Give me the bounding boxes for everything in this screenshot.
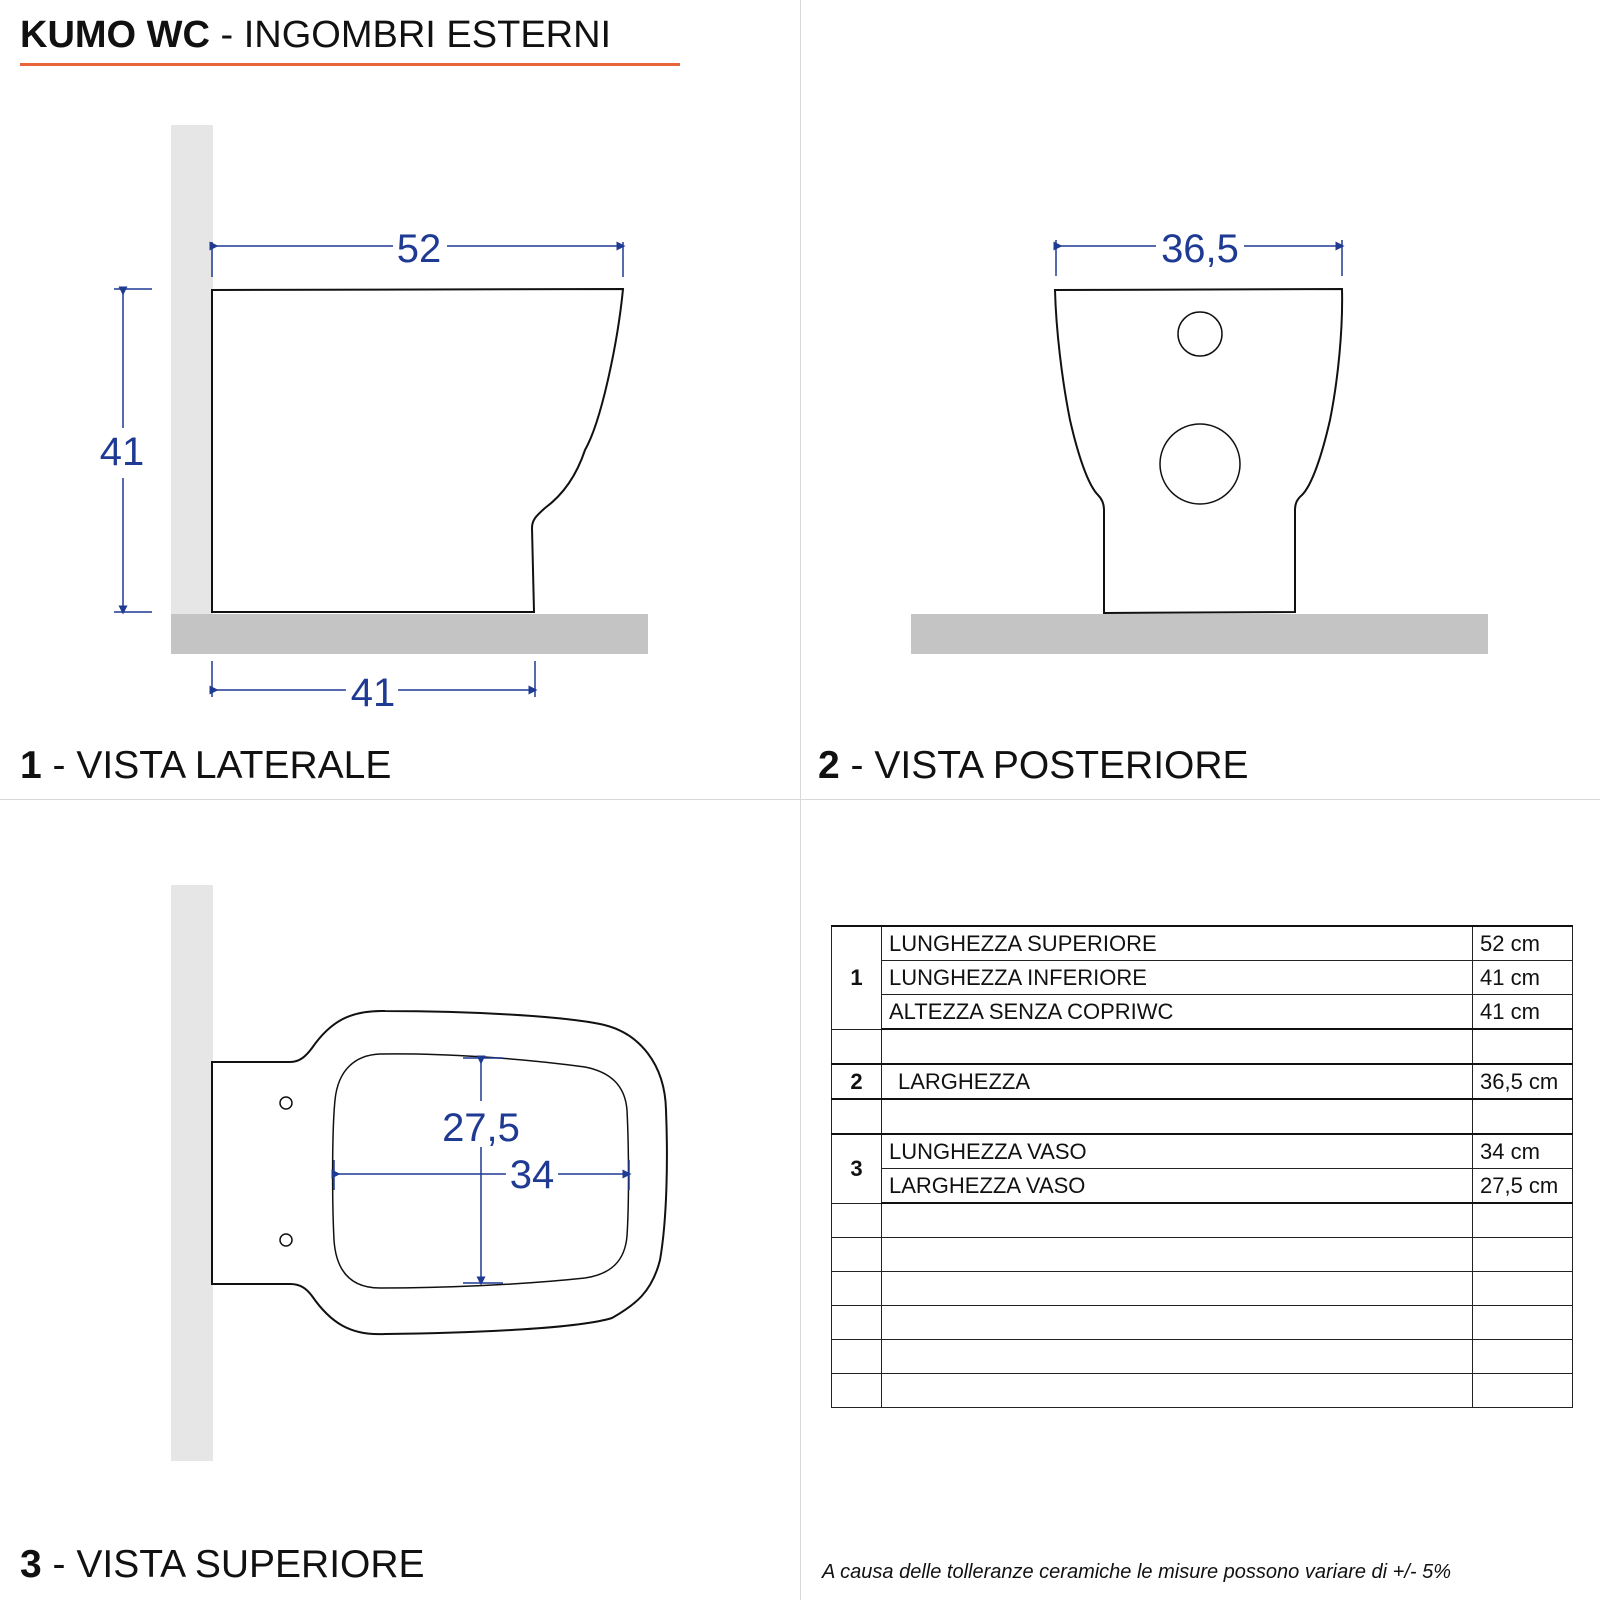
table-row-empty: [832, 1340, 1573, 1374]
table-row: [832, 1134, 1573, 1169]
group-number: 2: [832, 1064, 882, 1099]
row-value: 41 cm: [1473, 995, 1573, 1030]
table-row: [832, 1169, 1573, 1204]
side-top-length-label: 52: [396, 227, 442, 271]
rear-view-drawing: [911, 227, 1488, 654]
side-view-drawing: [100, 125, 648, 715]
row-label: LARGHEZZA: [882, 1064, 1473, 1099]
row-value: 41 cm: [1473, 961, 1573, 995]
table-row-empty: [832, 1099, 1573, 1134]
row-label: LUNGHEZZA INFERIORE: [882, 961, 1473, 995]
top-view-drawing: [171, 885, 667, 1461]
top-fixing-hole-lower: [280, 1234, 292, 1246]
table-row-empty: [832, 1306, 1573, 1340]
rear-floor: [911, 614, 1488, 654]
tolerance-note: A causa delle tolleranze ceramiche le misure possono variare di +/- 5%: [822, 1561, 1452, 1583]
brand-name: KUMO WC: [20, 14, 210, 56]
top-bowl-length-label: 34: [509, 1153, 555, 1197]
table-row-empty: [832, 1029, 1573, 1064]
table-row-empty: [832, 1374, 1573, 1408]
row-value: 36,5 cm: [1473, 1064, 1573, 1099]
table-row-empty: [832, 1203, 1573, 1238]
rear-outlet-hole: [1160, 424, 1240, 504]
table-row: [832, 1064, 1573, 1099]
side-bottom-length-label: 41: [350, 671, 396, 715]
row-value: 52 cm: [1473, 926, 1573, 961]
top-bowl-width-dimension: [442, 1058, 520, 1283]
side-height-dimension: [100, 289, 152, 612]
group-number: 3: [832, 1134, 882, 1203]
rear-inlet-hole: [1178, 312, 1222, 356]
row-value: 34 cm: [1473, 1134, 1573, 1169]
view-label-side: 1 - VISTA LATERALE: [20, 744, 392, 787]
table-row: [832, 995, 1573, 1030]
top-fixing-hole-upper: [280, 1097, 292, 1109]
row-label: LUNGHEZZA SUPERIORE: [882, 926, 1473, 961]
top-toilet-outline: [212, 1011, 667, 1334]
group-number: 1: [832, 926, 882, 1029]
side-wall: [171, 125, 213, 614]
rear-toilet-outline: [1055, 289, 1342, 613]
row-label: LARGHEZZA VASO: [882, 1169, 1473, 1204]
row-label: LUNGHEZZA VASO: [882, 1134, 1473, 1169]
rear-width-dimension: [1056, 227, 1342, 276]
row-label: ALTEZZA SENZA COPRIWC: [882, 995, 1473, 1030]
view-label-rear: 2 - VISTA POSTERIORE: [818, 744, 1249, 787]
row-value: 27,5 cm: [1473, 1169, 1573, 1204]
top-bowl-width-label: 27,5: [442, 1106, 520, 1150]
side-top-length-dimension: [212, 227, 623, 277]
rear-width-label: 36,5: [1161, 227, 1239, 271]
table-row-empty: [832, 1272, 1573, 1306]
view-label-top: 3 - VISTA SUPERIORE: [20, 1543, 425, 1586]
table-row-empty: [832, 1238, 1573, 1272]
title-subtitle: - INGOMBRI ESTERNI: [209, 14, 612, 56]
side-bottom-length-dimension: [212, 661, 535, 715]
dimensions-table: [831, 925, 1573, 1408]
side-height-label: 41: [99, 430, 145, 474]
side-toilet-outline: [212, 289, 623, 612]
table-row: [832, 961, 1573, 995]
side-floor: [171, 614, 648, 654]
table-row: [832, 926, 1573, 961]
top-wall: [171, 885, 213, 1461]
